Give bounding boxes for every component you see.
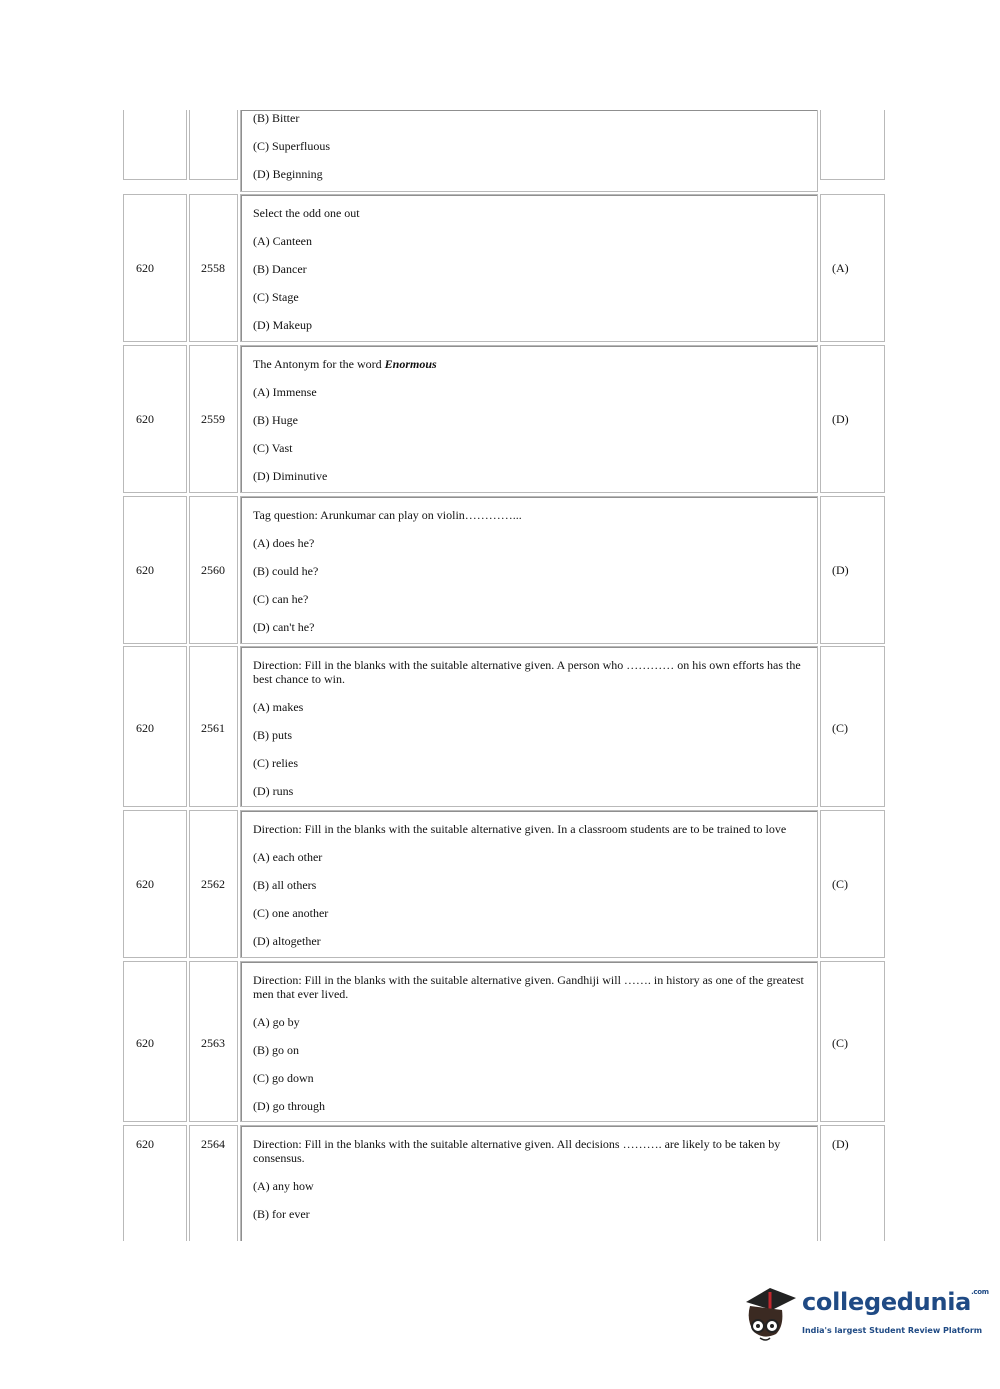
code-value: 620 xyxy=(136,412,154,426)
question-cell xyxy=(240,496,818,644)
question-number: 2558 xyxy=(201,261,225,275)
code-value: 620 xyxy=(136,1137,154,1151)
option: (B) Bitter xyxy=(253,111,300,125)
cell-col1 xyxy=(123,1125,187,1241)
option: (B) all others xyxy=(253,878,317,892)
logo-tagline: India's largest Student Review Platform xyxy=(802,1326,983,1335)
code-value: 620 xyxy=(136,877,154,891)
question-cell xyxy=(240,646,818,807)
question-number: 2563 xyxy=(201,1036,225,1050)
option: (A) Canteen xyxy=(253,234,312,248)
question-text: Direction: Fill in the blanks with the suitable alternative given. In a classroom students are to be trained to love xyxy=(253,822,787,836)
answer-value: (A) xyxy=(832,261,849,275)
cell-col1 xyxy=(123,961,187,1122)
option: (A) Immense xyxy=(253,385,317,399)
cell-col2 xyxy=(189,961,238,1122)
cell-answer xyxy=(820,194,885,342)
cell-answer xyxy=(820,1125,885,1241)
cell-col1 xyxy=(123,646,187,807)
cell-answer xyxy=(820,496,885,644)
option: (C) Stage xyxy=(253,290,299,304)
question-cell xyxy=(240,810,818,958)
cell-col1 xyxy=(123,194,187,342)
option: (A) makes xyxy=(253,700,304,714)
option: (D) go through xyxy=(253,1099,325,1113)
question-cell xyxy=(240,961,818,1122)
question-text xyxy=(253,357,805,371)
answer-value: (C) xyxy=(832,721,848,735)
option: (B) for ever xyxy=(253,1207,310,1221)
code-value: 620 xyxy=(136,721,154,735)
collegedunia-logo xyxy=(740,1280,989,1350)
option: (D) runs xyxy=(253,784,294,798)
option: (B) Huge xyxy=(253,413,298,427)
question-text: Direction: Fill in the blanks with the suitable alternative given. A person who ………… on his own efforts has the best chance to win. xyxy=(253,658,801,686)
option: (D) Makeup xyxy=(253,318,312,332)
option: (C) Vast xyxy=(253,441,293,455)
question-number: 2561 xyxy=(201,721,225,735)
logo-name: collegedunia xyxy=(802,1288,972,1316)
code-value: 620 xyxy=(136,261,154,275)
cell-answer xyxy=(820,810,885,958)
cell-col2 xyxy=(189,496,238,644)
cell-col2 xyxy=(189,345,238,493)
question-text: Direction: Fill in the blanks with the suitable alternative given. Gandhiji will ……. in history as one of the greatest men that ever lived. xyxy=(253,973,804,1001)
option: (A) go by xyxy=(253,1015,300,1029)
option: (B) could he? xyxy=(253,564,319,578)
option: (C) can he? xyxy=(253,592,309,606)
option: (A) does he? xyxy=(253,536,315,550)
question-number: 2564 xyxy=(201,1137,225,1151)
question-text: Tag question: Arunkumar can play on violin…………... xyxy=(253,508,522,522)
code-value: 620 xyxy=(136,563,154,577)
emphasized-word: Enormous xyxy=(384,357,437,371)
logo-wordmark xyxy=(802,1288,989,1316)
option: (C) Superfluous xyxy=(253,139,330,153)
cell-col2 xyxy=(189,810,238,958)
answer-value: (C) xyxy=(832,1036,848,1050)
option: (D) can't he? xyxy=(253,620,315,634)
option: (C) one another xyxy=(253,906,329,920)
cell-answer xyxy=(820,345,885,493)
cell-answer xyxy=(820,646,885,807)
cell-col1 xyxy=(123,345,187,493)
option: (C) relies xyxy=(253,756,298,770)
cell-col1 xyxy=(123,110,187,180)
question-prefix: The Antonym for the word xyxy=(253,357,385,371)
question-cell xyxy=(240,1125,818,1241)
cell-col2 xyxy=(189,194,238,342)
option: (A) any how xyxy=(253,1179,314,1193)
option: (B) go on xyxy=(253,1043,299,1057)
logo-suffix: .com xyxy=(971,1288,989,1296)
option: (C) go down xyxy=(253,1071,314,1085)
cell-col2 xyxy=(189,646,238,807)
code-value: 620 xyxy=(136,1036,154,1050)
cell-col2 xyxy=(189,110,238,180)
question-cell xyxy=(240,345,818,493)
option: (A) each other xyxy=(253,850,323,864)
option: (D) altogether xyxy=(253,934,321,948)
question-text: Direction: Fill in the blanks with the suitable alternative given. All decisions ………. are likely to be taken by consensus. xyxy=(253,1137,781,1165)
cell-col1 xyxy=(123,496,187,644)
question-number: 2560 xyxy=(201,563,225,577)
cell-col1 xyxy=(123,810,187,958)
answer-value: (D) xyxy=(832,412,849,426)
question-number: 2559 xyxy=(201,412,225,426)
answer-value: (D) xyxy=(832,563,849,577)
cell-answer xyxy=(820,110,885,180)
option: (B) Dancer xyxy=(253,262,307,276)
mascot-icon xyxy=(740,1280,800,1346)
answer-value: (C) xyxy=(832,877,848,891)
question-cell xyxy=(240,110,818,192)
question-cell xyxy=(240,194,818,342)
cell-answer xyxy=(820,961,885,1122)
question-number: 2562 xyxy=(201,877,225,891)
option: (B) puts xyxy=(253,728,292,742)
option: (D) Diminutive xyxy=(253,469,328,483)
question-text: Select the odd one out xyxy=(253,206,360,220)
answer-value: (D) xyxy=(832,1137,849,1151)
cell-col2 xyxy=(189,1125,238,1241)
option: (D) Beginning xyxy=(253,167,323,181)
